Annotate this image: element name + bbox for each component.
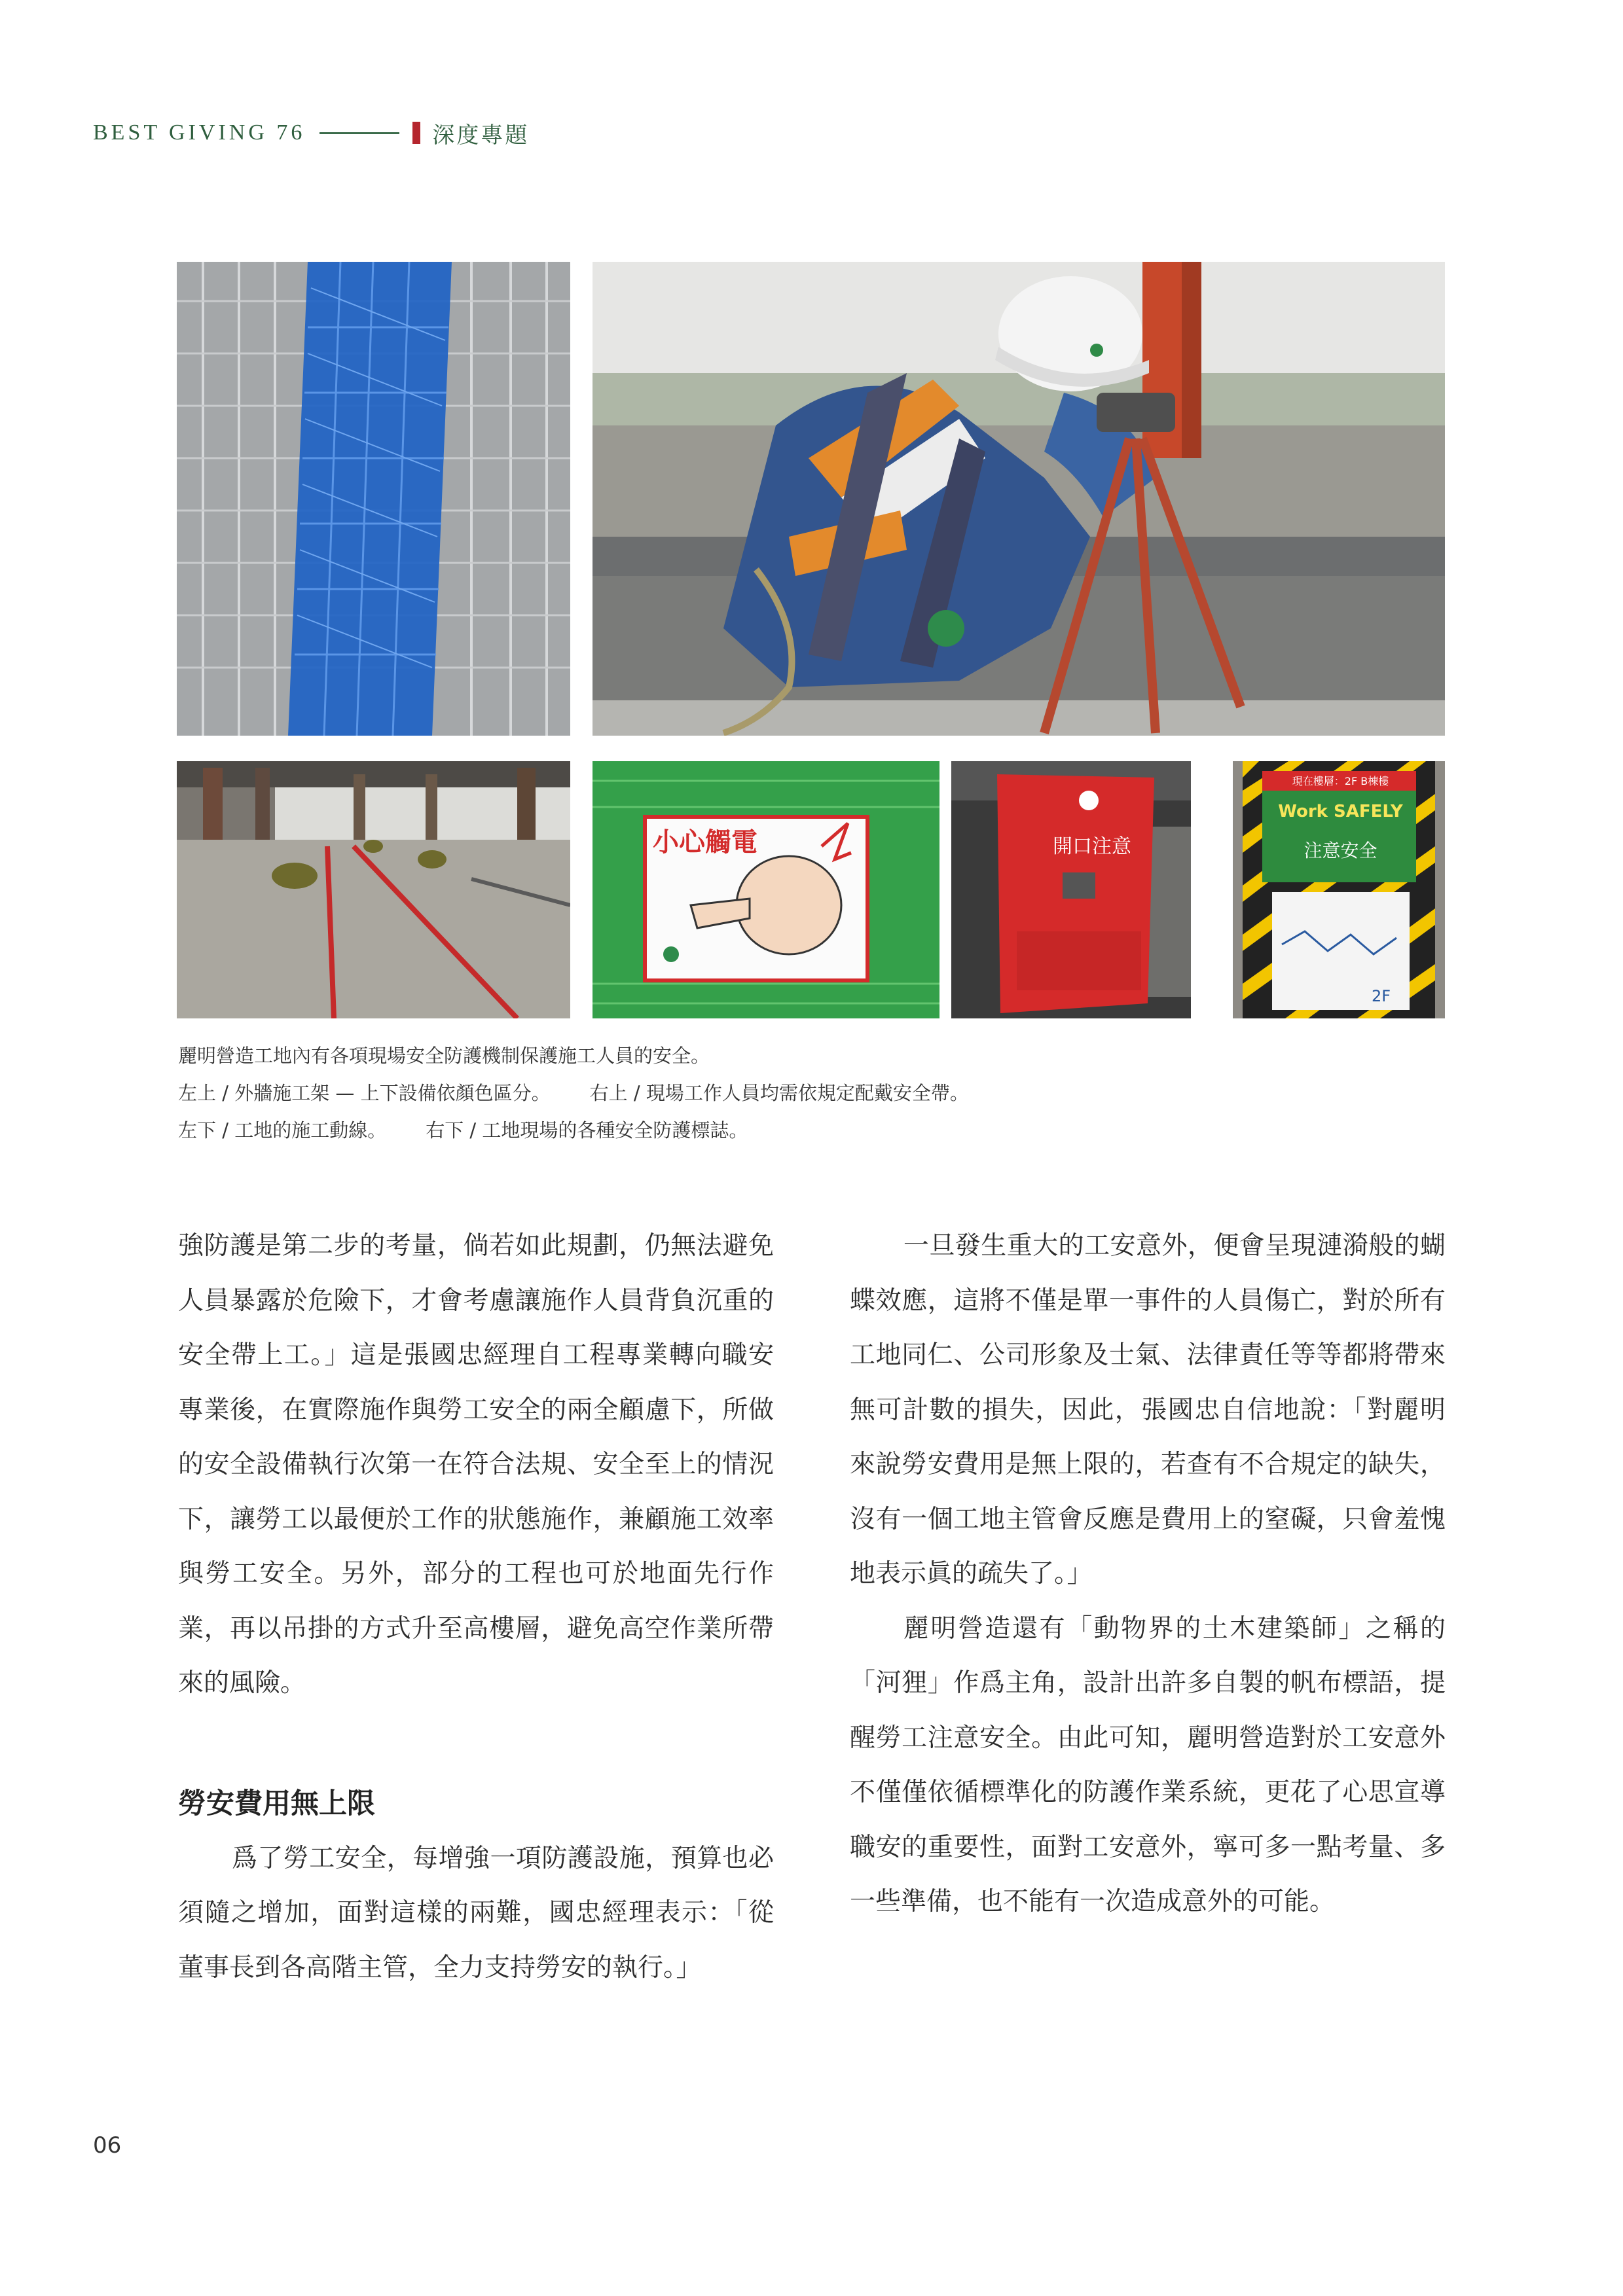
sign-work-safely-text: Work SAFELY xyxy=(1278,802,1403,821)
photo-caption xyxy=(178,1037,969,1149)
floor-lines-photo xyxy=(177,761,570,1018)
sign-caution-text: 注意安全 xyxy=(1304,840,1377,861)
caption-line-2 xyxy=(178,1075,969,1112)
right-paragraph-2: 麗明營造還有「動物界的土木建築師」之稱的「河狸」作爲主角，設計出許多自製的帆布標語，提醒勞工注意安全。由此可知，麗明營造對於工安意外不僅僅依循標準化的防護作業系統，更花了心思宣導職安的重要性，面對工安意外，寧可多一點考量、多一些準備，也不能有一次造成意外的可能。 xyxy=(850,1613,1446,1916)
worker-harness-photo xyxy=(593,262,1445,736)
left-column xyxy=(178,1219,774,1995)
section-marker xyxy=(412,122,420,144)
header-rule xyxy=(319,132,399,134)
right-paragraph-1: 一旦發生重大的工安意外，便會呈現漣漪般的蝴蝶效應，這將不僅是單一事件的人員傷亡，對於所有工地同仁、公司形象及士氣、法律責任等等都將帶來無可計數的損失，因此，張國忠自信地說：「對麗明來說勞安費用是無上限的，若查有不合規定的缺失，沒有一個工地主管會反應是費用上的窒礙，只會羞愧地表示眞的疏失了。」 xyxy=(850,1231,1446,1588)
page-number: 06 xyxy=(93,2132,122,2159)
section-title: 深度專題 xyxy=(432,122,530,149)
opening-caution-sign-photo xyxy=(951,761,1191,1018)
right-column xyxy=(850,1219,1446,1929)
sign-floor-label: 2F xyxy=(1372,987,1391,1005)
left-paragraph-2: 爲了勞工安全，每增強一項防護設施，預算也必須隨之增加，面對這樣的兩難，國忠經理表示：「從董事長到各高階主管，全力支持勞安的執行。」 xyxy=(178,1843,774,1982)
work-safely-sign-photo xyxy=(1233,761,1445,1018)
left-paragraph-1: 強防護是第二步的考量，倘若如此規劃，仍無法避免人員暴露於危險下，才會考慮讓施作人員背負沉重的安全帶上工。」這是張國忠經理自工程專業轉向職安專業後，在實際施作與勞工安全的兩全顧慮下，所做的安全設備執行次第一在符合法規、安全至上的情況下，讓勞工以最便於工作的狀態施作，兼顧施工效率與勞工安全。另外，部分的工程也可於地面先行作業，再以吊掛的方式升至高樓層，避免高空作業所帶來的風險。 xyxy=(178,1231,774,1698)
running-header xyxy=(93,117,529,149)
electric-warning-sign-photo xyxy=(593,761,939,1018)
sign-floor-banner: 現在樓層：2F B棟樓 xyxy=(1292,775,1389,787)
caption-line-3 xyxy=(178,1112,969,1149)
caption-bottom-left: 左下 / 工地的施工動線。 xyxy=(178,1119,387,1141)
caption-top-right: 右上 / 現場工作人員均需依規定配戴安全帶。 xyxy=(589,1082,969,1104)
subheading: 勞安費用無上限 xyxy=(178,1787,375,1820)
electric-sign-label: 小心觸電 xyxy=(653,827,757,857)
caption-line-1: 麗明營造工地內有各項現場安全防護機制保護施工人員的安全。 xyxy=(178,1045,710,1067)
caption-bottom-right: 右下 / 工地現場的各種安全防護標誌。 xyxy=(426,1119,748,1141)
opening-sign-label: 開口注意 xyxy=(1053,835,1131,858)
scaffold-photo xyxy=(177,262,570,736)
caption-top-left: 左上 / 外牆施工架 — 上下設備依顏色區分。 xyxy=(178,1082,551,1104)
magazine-brand: BEST GIVING 76 xyxy=(93,120,306,145)
